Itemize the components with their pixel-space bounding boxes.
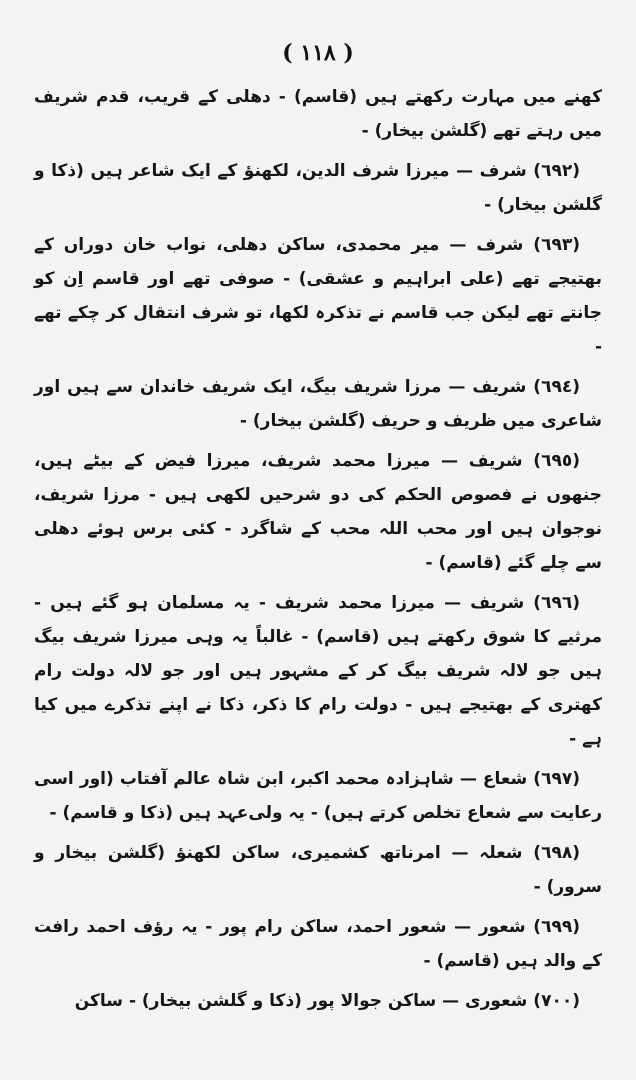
- paragraph-continuation: کھنے میں مہارت رکھتے ہیں (قاسم) - دھلی کے قریب، قدم شریف میں رہتے تھے (گلشن بیخار) -: [34, 87, 602, 141]
- entry-692: (٦٩٢) شرف — میرزا شرف الدین، لکھنؤ کے ایک شاعر ہیں (ذکا و گلشن بیخار) -: [34, 161, 602, 215]
- entry-693: (٦٩٣) شرف — میر محمدی، ساکن دھلی، نواب خان دوراں کے بھتیجے تھے (علی ابراہیم و عشقی) - صوفی تھے اور قاسم اِن کو جانتے تھے لیکن جب قاسم نے تذکرہ لکھا، تو شرف انتقال کر چکے تھے -: [34, 235, 602, 357]
- entry-694: (٦٩٤) شریف — مرزا شریف بیگ، ایک شریف خاندان سے ہیں اور شاعری میں ظریف و حریف (گلشن بیخار) -: [34, 377, 602, 431]
- entry-699: (٦٩٩) شعور — شعور احمد، ساکن رام پور - یہ رؤف احمد رافت کے والد ہیں (قاسم) -: [34, 917, 602, 971]
- entry-696: (٦٩٦) شریف — میرزا محمد شریف - یہ مسلمان ہو گئے ہیں - مرثیے کا شوق رکھتے ہیں (قاسم) - غالباً یہ وہی میرزا شریف بیگ ہیں جو لالہ شریف بیگ کر کے مشہور ہیں اور جو لالہ دولت رام کھتری کے بھتیجے ہیں - دولت رام کا ذکر، ذکا نے اپنے تذکرے میں کیا ہے -: [34, 593, 602, 749]
- entry-700: (٧٠٠) شعوری — ساکن جوالا پور (ذکا و گلشن بیخار) - ساکن: [74, 991, 580, 1011]
- entry-695: (٦٩٥) شریف — میرزا محمد شریف، میرزا فیض کے بیٹے ہیں، جنھوں نے فصوص الحکم کی دو شرحیں لکھی ہیں - مرزا شریف، نوجوان ہیں اور محب اللہ محب کے شاگرد - کئی برس ہوئے دھلی سے چلے گئے (قاسم) -: [34, 451, 602, 573]
- page-number: ( ١١٨ ): [282, 40, 354, 66]
- entry-697: (٦٩٧) شعاع — شاہزادہ محمد اکبر، ابن شاہ عالم آفتاب (اور اسی رعایت سے شعاع تخلص کرتے ہیں) - یہ ولی‌عہد ہیں (ذکا و قاسم) -: [34, 769, 602, 823]
- entry-698: (٦٩٨) شعلہ — امرناتھ کشمیری، ساکن لکھنؤ (گلشن بیخار و سرور) -: [34, 843, 602, 897]
- body-text: [34, 80, 602, 1018]
